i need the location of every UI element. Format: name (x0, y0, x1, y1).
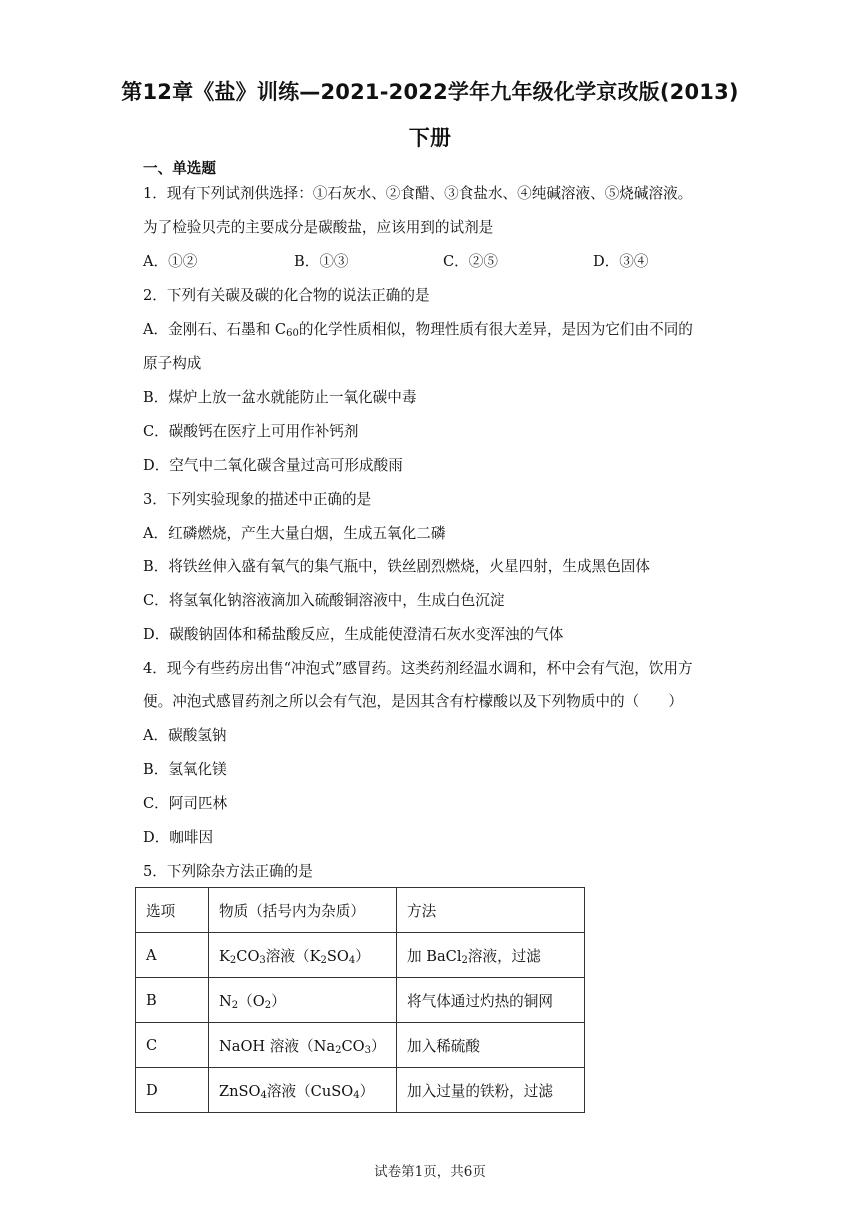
table-header-cell: 选项 (136, 888, 209, 933)
q1-stem-line1: 1．现有下列试剂供选择：①石灰水、②食醋、③食盐水、④纯碱溶液、⑤烧碱溶液。 (143, 185, 693, 202)
q2-option-a: A．金刚石、石墨和 $C_{60}$的化学性质相似，物理性质有很大差异，是因为它们由不同的 (143, 321, 693, 339)
q2-option-a-line2: 原子构成 (143, 355, 202, 372)
table-cell-option: A (136, 933, 209, 978)
table-cell-substance: $K_2CO_3$溶液$(K_2SO_4)$ (209, 933, 397, 978)
document-title-line2: 下册 (408, 126, 452, 150)
q3-stem: 3．下列实验现象的描述中正确的是 (143, 491, 372, 508)
q4-stem-line1: 4．现今有些药房出售“冲泡式”感冒药。这类药剂经温水调和，杯中会有气泡，饮用方 (143, 660, 693, 677)
table-cell-substance: ZnSO$_4$溶液（CuSO$_4$） (209, 1068, 397, 1113)
q2-option-d: D．空气中二氧化碳含量过高可形成酸雨 (143, 457, 403, 474)
q3-option-c: C．将氢氧化钠溶液滴加入硫酸铜溶液中，生成白色沉淀 (143, 592, 505, 609)
table-cell-method: 将气体通过灼热的铜网 (397, 978, 585, 1023)
document-title: 第12章《盐》训练—2021-2022学年九年级化学京改版(2013) (121, 80, 739, 104)
q5-table (135, 887, 585, 1113)
table-header-cell: 方法 (397, 888, 585, 933)
page-footer: 试卷第1页，共6页 (374, 1164, 486, 1180)
section-heading: 一、单选题 (143, 160, 216, 177)
table-cell-option: B (136, 978, 209, 1023)
table-header-row (136, 888, 585, 933)
q3-option-b: B．将铁丝伸入盛有氧气的集气瓶中，铁丝剧烈燃烧，火星四射，生成黑色固体 (143, 558, 650, 575)
q3-option-a: A．红磷燃烧，产生大量白烟，生成五氧化二磷 (143, 525, 446, 542)
table-cell-method: 加入过量的铁粉，过滤 (397, 1068, 585, 1113)
q1-option-a: A．①② (143, 253, 198, 270)
q4-stem-line2: 便。冲泡式感冒药剂之所以会有气泡，是因其含有柠檬酸以及下列物质中的（ ） (143, 693, 683, 710)
table-cell-method: 加 BaCl$_2$溶液，过滤 (397, 933, 585, 978)
q4-option-b: B．氢氧化镁 (143, 761, 227, 778)
table-cell-option: D (136, 1068, 209, 1113)
table-cell-method: 加入稀硫酸 (397, 1023, 585, 1068)
table-cell-substance: NaOH 溶液$(Na_2CO_3)$ (209, 1023, 397, 1068)
q2-option-b: B．煤炉上放一盆水就能防止一氧化碳中毒 (143, 389, 417, 406)
q4-option-c: C．阿司匹林 (143, 795, 228, 812)
table-row (136, 933, 585, 978)
q4-option-a: A．碳酸氢钠 (143, 727, 227, 744)
q2-stem: 2．下列有关碳及碳的化合物的说法正确的是 (143, 287, 430, 304)
table-row (136, 1068, 585, 1113)
q1-option-c: C．②⑤ (443, 253, 498, 270)
q1-stem-line2: 为了检验贝壳的主要成分是碳酸盐，应该用到的试剂是 (143, 219, 494, 236)
table-cell-substance: $N_2(O_2)$ (209, 978, 397, 1023)
q1-option-b: B．①③ (294, 253, 349, 270)
q4-option-d: D．咖啡因 (143, 829, 214, 846)
q2-option-c: C．碳酸钙在医疗上可用作补钙剂 (143, 423, 359, 440)
table-row (136, 1023, 585, 1068)
q5-stem: 5．下列除杂方法正确的是 (143, 863, 313, 880)
table-header-cell: 物质（括号内为杂质） (209, 888, 397, 933)
table-row (136, 978, 585, 1023)
q1-option-d: D．③④ (593, 253, 649, 270)
table-cell-option: C (136, 1023, 209, 1068)
q3-option-d: D．碳酸钠固体和稀盐酸反应，生成能使澄清石灰水变浑浊的气体 (143, 626, 564, 643)
